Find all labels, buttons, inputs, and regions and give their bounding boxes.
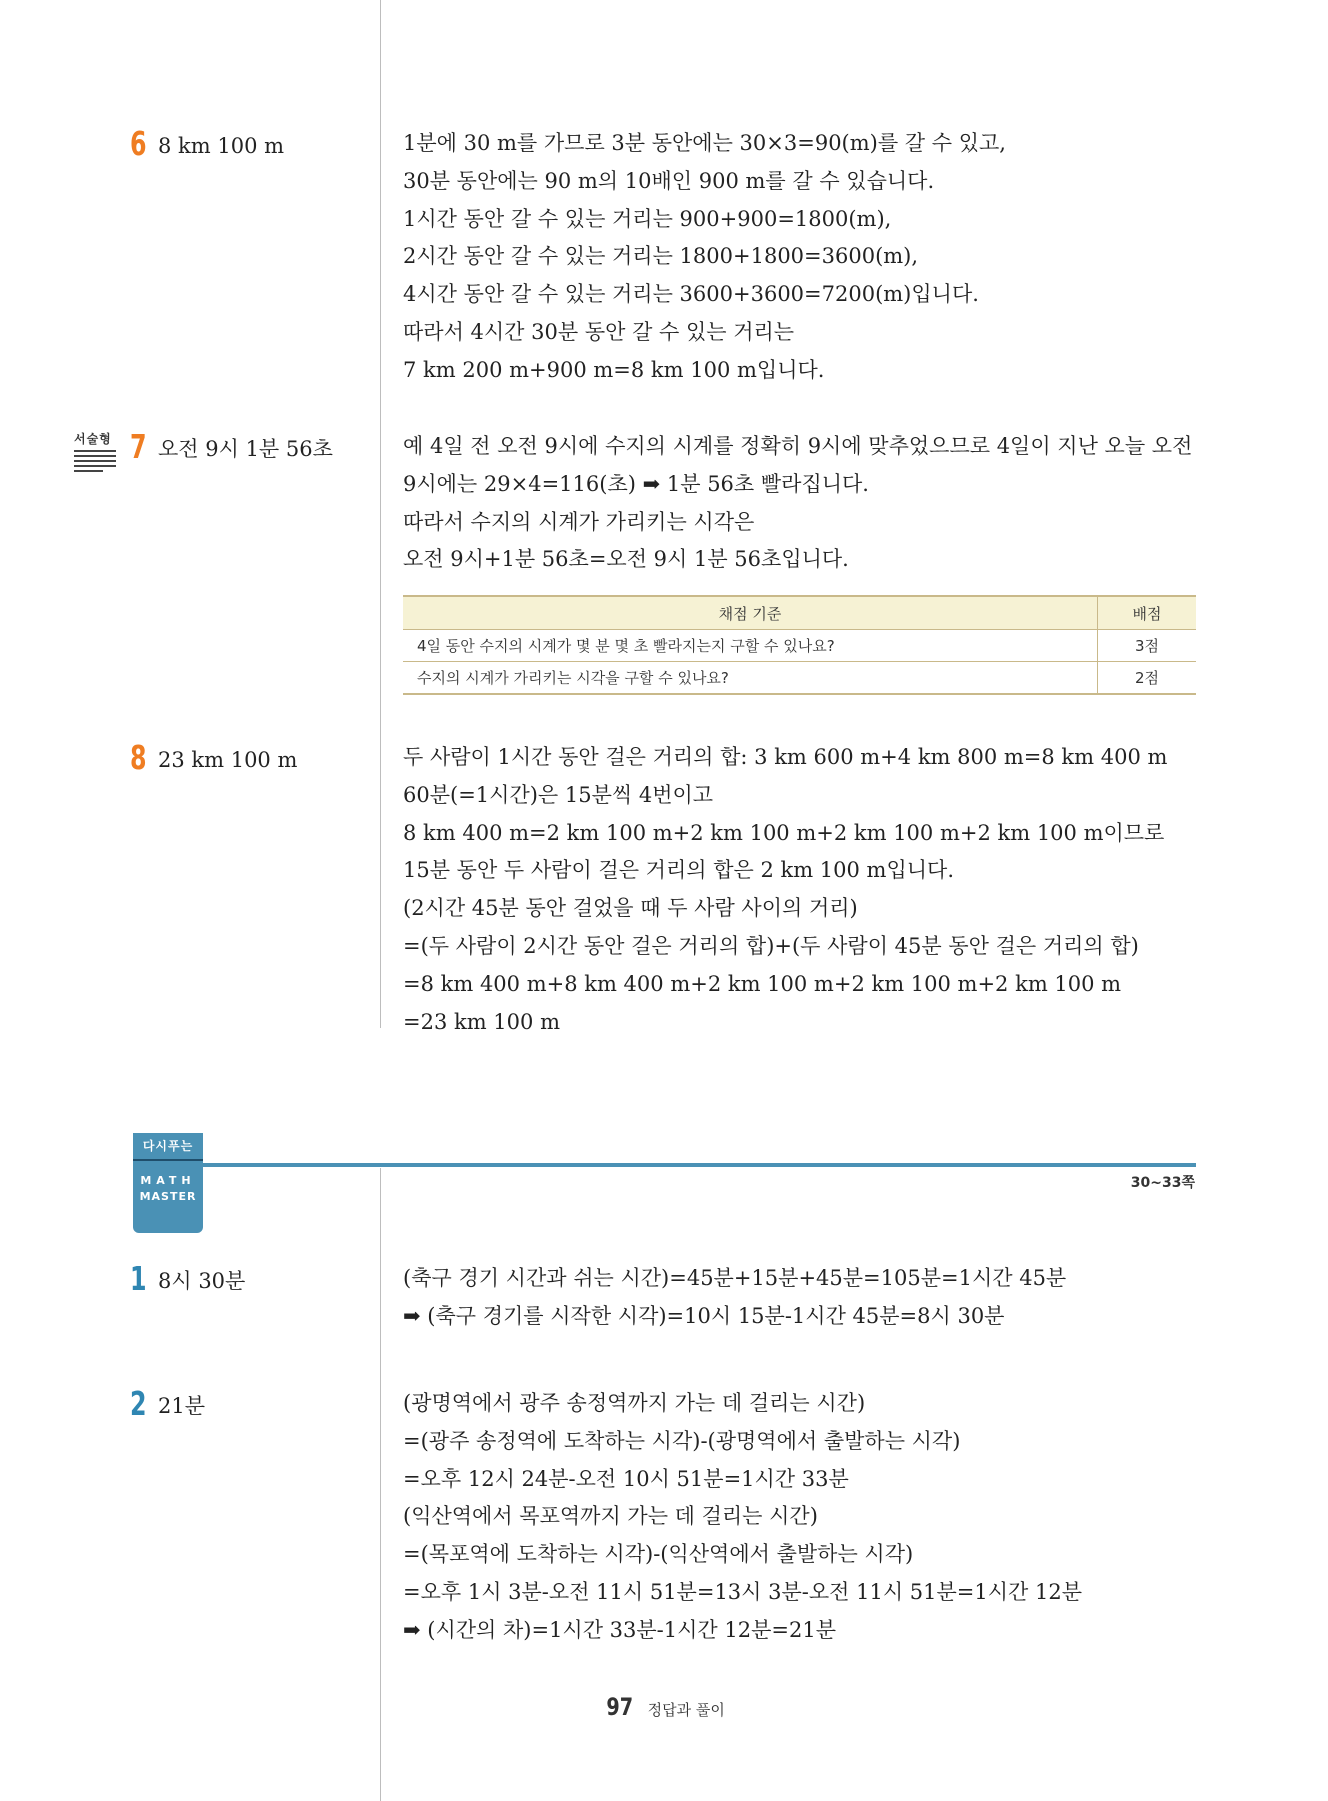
solution-line: =오후 12시 24분-오전 10시 51분=1시간 33분 (403, 1466, 849, 1491)
section-rule (203, 1163, 1196, 1167)
math-master-master-label: MASTER (139, 1190, 197, 1203)
solution-line: (축구 경기 시간과 쉬는 시간)=45분+15분+45분=105분=1시간 45분 (403, 1266, 1067, 1290)
solution-line: =오후 1시 3분-오전 11시 51분=13시 3분-오전 11시 51분=1시간 12분 (403, 1579, 1083, 1604)
descriptive-tag (74, 430, 116, 472)
rubric-criterion: 4일 동안 수지의 시계가 몇 분 몇 초 빨라지는지 구할 수 있나요? (403, 630, 1098, 662)
problem-number: 2 (130, 1384, 147, 1423)
math-master-math-label: MATH (140, 1174, 196, 1187)
solution-line: =23 km 100 m (403, 1009, 560, 1034)
page-footer (0, 1693, 1328, 1721)
answer: 21분 (158, 1394, 206, 1418)
rubric-row (403, 662, 1196, 695)
solution-line: 2시간 동안 갈 수 있는 거리는 1800+1800=3600(m), (403, 244, 919, 269)
solution-line: 7 km 200 m+900 m=8 km 100 m입니다. (403, 357, 825, 382)
solution-line: ➡ (시간의 차)=1시간 33분-1시간 12분=21분 (403, 1617, 837, 1642)
solution-line: =8 km 400 m+8 km 400 m+2 km 100 m+2 km 100 m+2 km 100 m (403, 971, 1122, 996)
rubric-header-row (403, 596, 1196, 630)
answer: 오전 9시 1분 56초 (158, 437, 333, 461)
problem-number: 6 (130, 124, 147, 163)
problem-number: 7 (130, 427, 147, 466)
solution-line: 1분에 30 m를 가므로 3분 동안에는 30×3=90(m)를 갈 수 있고, (403, 131, 1006, 155)
page-range: 30~33쪽 (1130, 1175, 1195, 1191)
rubric-header-points: 배점 (1098, 596, 1197, 630)
solution-line: 오전 9시+1분 56초=오전 9시 1분 56초입니다. (403, 547, 849, 572)
math-master-top-label: 다시푸는 (133, 1133, 203, 1161)
page-number: 97 (606, 1693, 634, 1721)
answer: 8시 30분 (158, 1269, 246, 1293)
solution-line: 예 4일 전 오전 9시에 수지의 시계를 정확히 9시에 맞추었으므로 4일이 지난 오늘 오전 (403, 434, 1193, 458)
solution-line: (광명역에서 광주 송정역까지 가는 데 걸리는 시간) (403, 1391, 866, 1415)
solution-line: 8 km 400 m=2 km 100 m+2 km 100 m+2 km 100 m+2 km 100 m이므로 (403, 820, 1165, 845)
solution-line: 따라서 수지의 시계가 가리키는 시각은 (403, 509, 755, 534)
solution-line: 30분 동안에는 90 m의 10배인 900 m를 갈 수 있습니다. (403, 168, 935, 193)
solution-line: 4시간 동안 갈 수 있는 거리는 3600+3600=7200(m)입니다. (403, 282, 979, 307)
solution-line: 60분(=1시간)은 15분씩 4번이고 (403, 782, 714, 807)
solution-7 (403, 428, 1192, 579)
solution-1 (403, 1260, 1066, 1336)
problem-number: 1 (130, 1259, 147, 1298)
column-divider-top (380, 0, 381, 1028)
solution-line: 1시간 동안 갈 수 있는 거리는 900+900=1800(m), (403, 206, 892, 231)
rubric-points: 3점 (1098, 630, 1197, 662)
problem-number: 8 (130, 738, 147, 777)
solution-6 (403, 125, 1006, 390)
footer-title: 정답과 풀이 (647, 1701, 725, 1719)
solution-8 (403, 739, 1167, 1041)
solution-line: (2시간 45분 동안 걸었을 때 두 사람 사이의 거리) (403, 896, 858, 921)
rubric-points: 2점 (1098, 662, 1197, 695)
solution-line: =(광주 송정역에 도착하는 시각)-(광명역에서 출발하는 시각) (403, 1428, 961, 1453)
answer: 8 km 100 m (158, 134, 285, 158)
scoring-rubric-table (403, 595, 1196, 695)
solution-line: ➡ (축구 경기를 시작한 시각)=10시 15분-1시간 45분=8시 30분 (403, 1303, 1005, 1328)
solution-line: 9시에는 29×4=116(초) ➡ 1분 56초 빨라집니다. (403, 471, 869, 496)
descriptive-tag-label: 서술형 (74, 432, 112, 446)
solution-line: 두 사람이 1시간 동안 걸은 거리의 합: 3 km 600 m+4 km 800 m=8 km 400 m (403, 745, 1168, 769)
rubric-criterion: 수지의 시계가 가리키는 시각을 구할 수 있나요? (403, 662, 1098, 695)
answer: 23 km 100 m (158, 748, 298, 772)
solution-line: =(두 사람이 2시간 동안 걸은 거리의 합)+(두 사람이 45분 동안 걸은 거리의 합) (403, 933, 1139, 958)
solution-2 (403, 1385, 1082, 1650)
solution-line: 따라서 4시간 30분 동안 갈 수 있는 거리는 (403, 319, 795, 344)
solution-line: =(목포역에 도착하는 시각)-(익산역에서 출발하는 시각) (403, 1542, 914, 1567)
solution-line: 15분 동안 두 사람이 걸은 거리의 합은 2 km 100 m입니다. (403, 858, 955, 883)
notebook-lines-icon (74, 450, 116, 472)
rubric-header-criterion: 채점 기준 (403, 596, 1098, 630)
rubric-row (403, 630, 1196, 662)
solution-line: (익산역에서 목포역까지 가는 데 걸리는 시간) (403, 1504, 818, 1529)
